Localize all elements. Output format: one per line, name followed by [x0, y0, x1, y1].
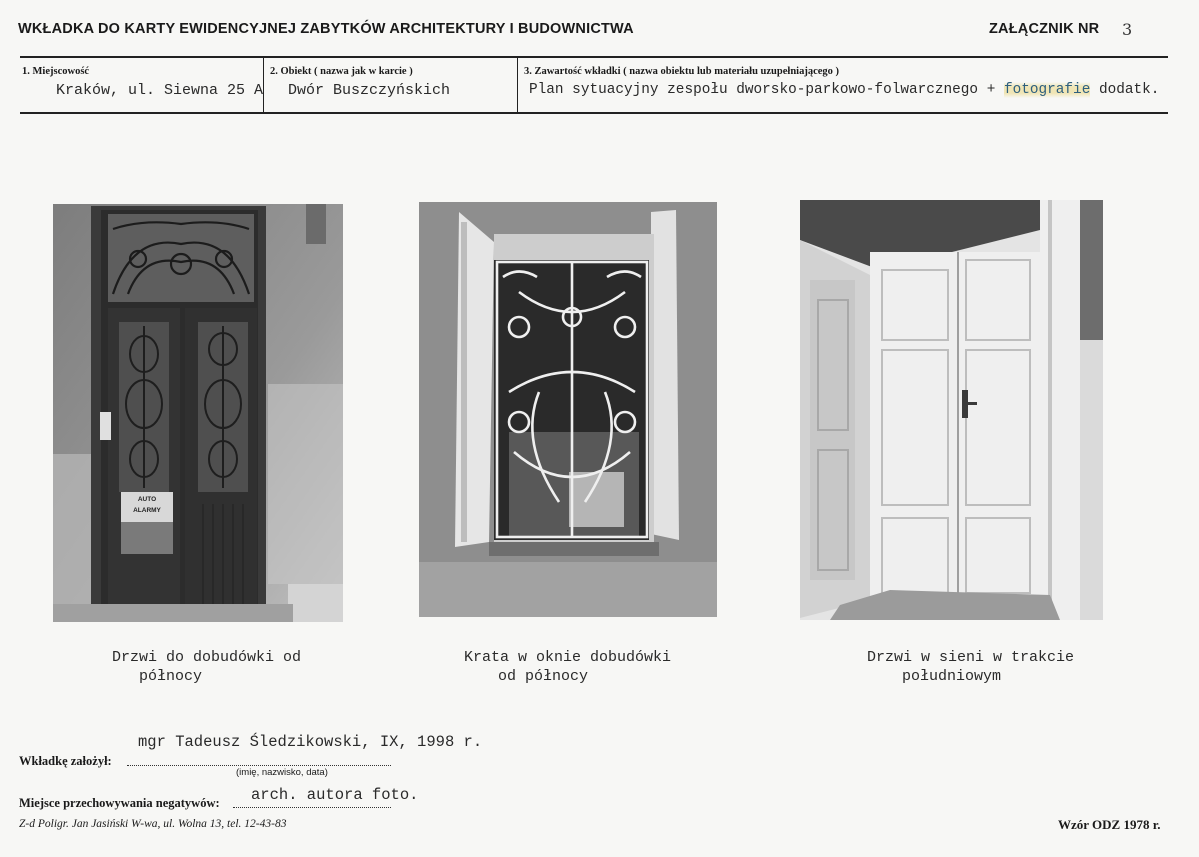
- photo-window-grille: [419, 202, 717, 617]
- founder-label: Wkładkę założył:: [19, 754, 112, 768]
- founder-hint: (imię, nazwisko, data): [236, 767, 328, 778]
- door-sign-text-1: AUTO: [137, 496, 157, 503]
- door-sign-text-2: ALARMY: [133, 507, 161, 514]
- negatives-label: Miejsce przechowywania negatywów:: [19, 796, 220, 810]
- photo-hall-door: [800, 200, 1103, 620]
- caption-1-line-2: północy: [139, 668, 203, 685]
- printer-imprint: Z-d Poligr. Jan Jasiński W-wa, ul. Wolna 13, tel. 12-43-83: [19, 818, 287, 830]
- annex-number: 3: [1122, 20, 1133, 39]
- object-value: Dwór Buszczyńskich: [288, 82, 451, 99]
- object-label: 2. Obiekt ( nazwa jak w karcie ): [270, 66, 413, 77]
- photo-north-door: [53, 204, 343, 622]
- locality-label: 1. Miejscowość: [22, 66, 90, 77]
- negatives-dotted-line: [233, 807, 391, 808]
- founder-dotted-line: [127, 765, 391, 766]
- contents-value: [529, 82, 1159, 98]
- field-divider-2: [517, 58, 518, 113]
- contents-value-main: Plan sytuacyjny zespołu dworsko-parkowo-folwarcznego +: [529, 82, 1004, 98]
- form-model: Wzór ODZ 1978 r.: [1058, 817, 1161, 832]
- annex-label: ZAŁĄCZNIK NR: [989, 21, 1100, 37]
- photo-window-grille-image: [419, 202, 717, 617]
- founder-value: mgr Tadeusz Śledzikowski, IX, 1998 r.: [138, 733, 483, 751]
- contents-value-tail: dodatk.: [1090, 82, 1160, 98]
- caption-1-line-1: Drzwi do dobudówki od: [112, 649, 302, 666]
- caption-2: [464, 648, 671, 686]
- header-top-rule: [20, 56, 1168, 58]
- form-title: WKŁADKA DO KARTY EWIDENCYJNEJ ZABYTKÓW ARCHITEKTURY I BUDOWNICTWA: [18, 21, 634, 37]
- header-bottom-rule: [20, 112, 1168, 114]
- contents-label: 3. Zawartość wkładki ( nazwa obiektu lub materiału uzupełniającego ): [524, 66, 840, 77]
- locality-value: Kraków, ul. Siewna 25 A: [56, 82, 264, 99]
- field-divider-1: [263, 58, 264, 113]
- caption-2-line-2: od północy: [498, 668, 589, 685]
- negatives-value: arch. autora foto.: [251, 786, 419, 804]
- photo-north-door-image: [53, 204, 343, 622]
- caption-2-line-1: Krata w oknie dobudówki: [464, 649, 672, 666]
- caption-3-line-1: Drzwi w sieni w trakcie: [867, 649, 1075, 666]
- caption-3-line-2: południowym: [902, 668, 1002, 685]
- photo-hall-door-image: [800, 200, 1103, 620]
- contents-value-highlight: fotografie: [1003, 82, 1091, 98]
- caption-1: [112, 648, 301, 686]
- caption-3: [867, 648, 1074, 686]
